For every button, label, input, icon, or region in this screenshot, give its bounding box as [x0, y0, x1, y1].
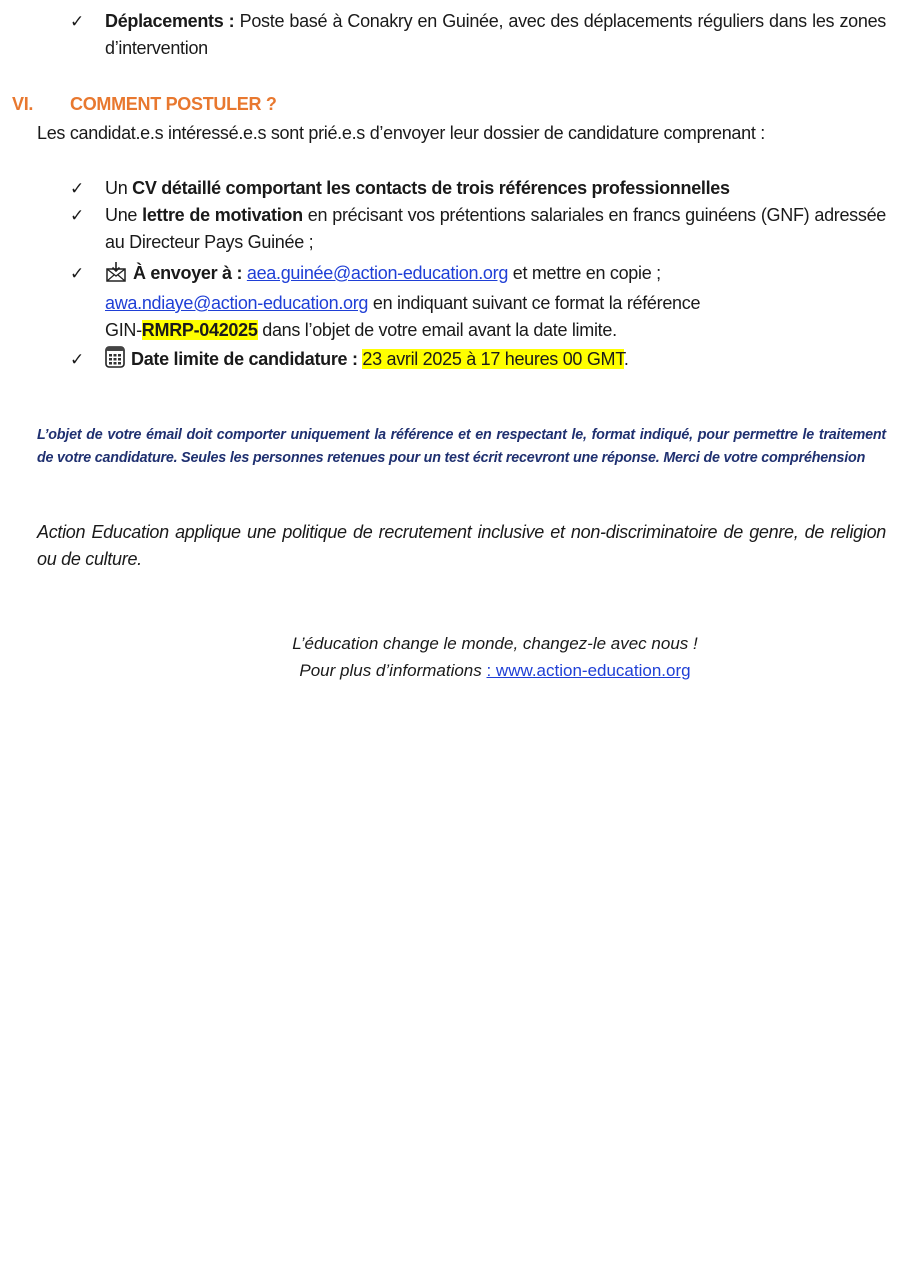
list-item-send-to — [70, 260, 886, 344]
deadline-label: Date limite de candidature : — [131, 349, 363, 369]
travel-label: Déplacements : — [105, 11, 235, 31]
deadline-end: . — [623, 349, 629, 369]
item-prefix: Une — [105, 205, 143, 225]
section-number: VI. — [12, 94, 34, 114]
item-bold: lettre de motivation — [142, 205, 303, 225]
inclusion-policy: Action Education applique une politique de recrutement inclusive et non-discriminatoire de genre, de religion ou de culture. — [37, 522, 886, 569]
list-item-deadline — [70, 346, 886, 376]
travel-item — [70, 8, 886, 62]
cc-instruction: et mettre en copie ; — [508, 263, 661, 283]
checkmark-icon: ✓ — [70, 179, 84, 198]
travel-text: Poste basé à Conakry en Guinée, avec des déplacements réguliers dans les zones d’intervention — [105, 11, 886, 58]
info-line — [0, 657, 900, 684]
checkmark-icon: ✓ — [70, 12, 84, 31]
item-suffix: en précisant vos prétentions salariales en francs guinéens (GNF) adressée au Directeur Pays Guinée ; — [105, 205, 887, 252]
footer — [0, 630, 900, 684]
checkmark-icon: ✓ — [70, 264, 84, 283]
section-title: COMMENT POSTULER ? — [70, 94, 277, 114]
info-label: Pour plus d’informations — [299, 661, 487, 680]
primary-email-link[interactable]: aea.guinée@action-education.org — [246, 263, 509, 283]
format-instruction: en indiquant suivant ce format la référence — [368, 293, 701, 313]
ref-prefix: GIN- — [105, 320, 142, 340]
checkmark-icon: ✓ — [70, 206, 84, 225]
calendar-icon — [105, 346, 125, 376]
deadline-value: 23 avril 2025 à 17 heures 00 GMT — [362, 349, 624, 369]
website-link[interactable]: : www.action-education.org — [486, 661, 691, 680]
list-item-cv — [70, 175, 886, 202]
section-heading — [12, 94, 277, 115]
list-item-letter — [70, 202, 886, 256]
email-subject-notice: L’objet de votre émail doit comporter uniquement la référence et en respectant le, format indiqué, pour permettre le traitement de votre candidature. Seules les personnes retenues pour un test écrit recevront une réponse. Merci de votre compréhension — [37, 427, 886, 466]
intro-paragraph: Les candidat.e.s intéressé.e.s sont prié.e.s d’envoyer leur dossier de candidature comprenant : — [37, 123, 765, 143]
envelope-download-icon — [105, 262, 127, 290]
checkmark-icon: ✓ — [70, 350, 84, 369]
send-to-label: À envoyer à : — [133, 263, 247, 283]
item-bold: CV détaillé comportant les contacts de trois références professionnelles — [132, 178, 730, 198]
reference-code: RMRP-042025 — [141, 320, 258, 340]
slogan: L’éducation change le monde, changez-le avec nous ! — [292, 634, 698, 653]
item-prefix: Un — [105, 178, 133, 198]
ref-suffix: dans l’objet de votre email avant la date limite. — [257, 320, 617, 340]
cc-email-link[interactable]: awa.ndiaye@action-education.org — [105, 293, 369, 313]
